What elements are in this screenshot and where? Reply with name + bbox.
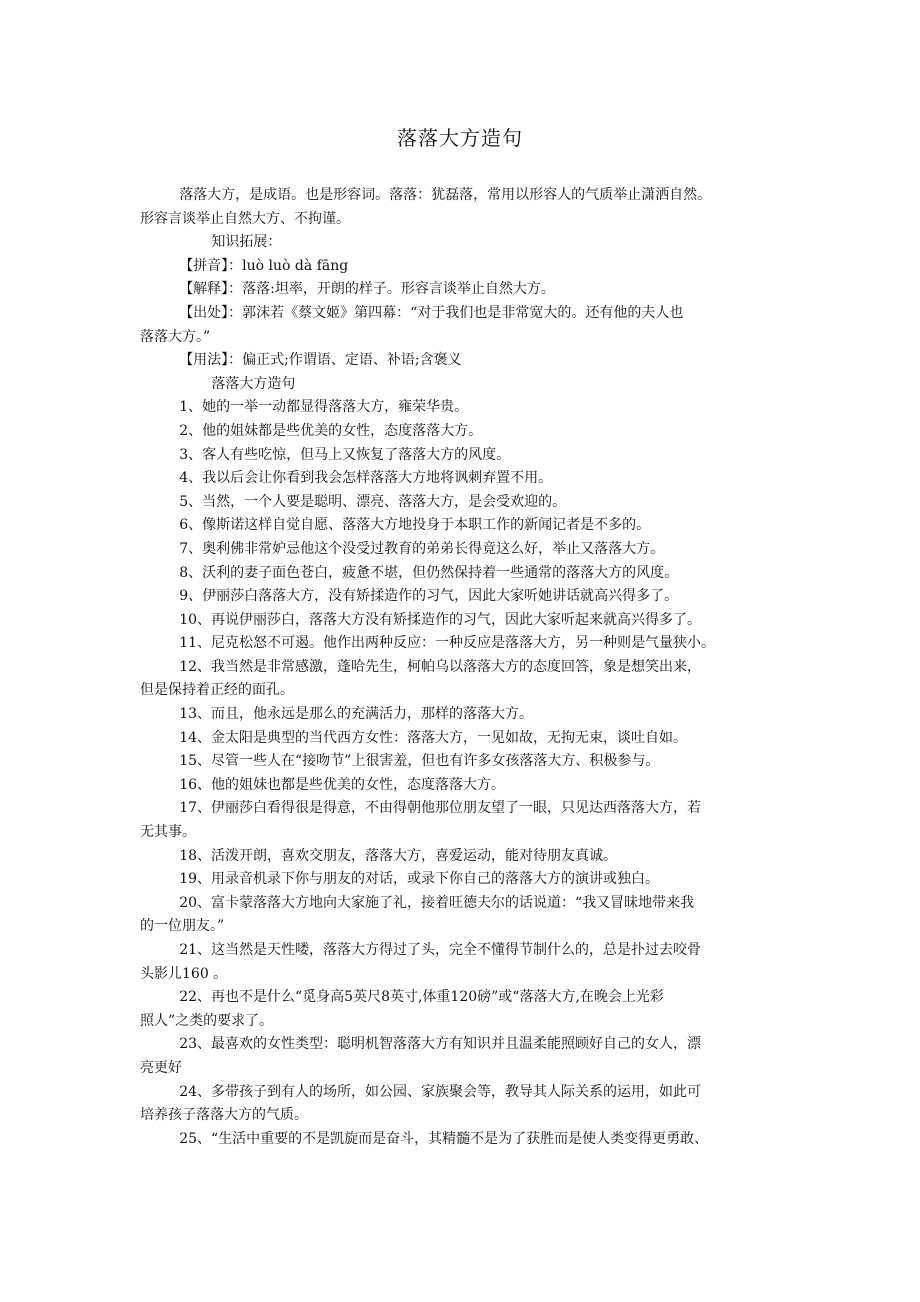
source-line-1: 【出处】：郭沫若《蔡文姬》第四幕：“对于我们也是非常宽大的。还有他的夫人也 xyxy=(179,304,684,321)
knowledge-heading: 知识拓展： xyxy=(211,234,282,251)
usage-line: 【用法】：偏正式;作谓语、定语、补语;含褒义 xyxy=(179,352,462,369)
sentence-24-line-2: 培养孩子落落大方的气质。 xyxy=(140,1107,308,1124)
sentence-19: 19、用录音机录下你与朋友的对话，或录下你自己的落落大方的演讲或独白。 xyxy=(179,871,659,888)
sentence-item: 7、奥利佛非常妒忌他这个没受过教育的弟弟长得竟这么好，举止又落落大方。 xyxy=(179,540,665,557)
sentence-15: 15、尽管一些人在“接吻节”上很害羞，但也有许多女孩落落大方、积极参与。 xyxy=(179,753,660,770)
sentence-item: 9、伊丽莎白落落大方，没有矫揉造作的习气，因此大家听她讲话就高兴得多了。 xyxy=(179,588,679,605)
source-line-2: 落落大方。” xyxy=(140,328,211,345)
sentence-item: 3、客人有些吃惊，但马上又恢复了落落大方的风度。 xyxy=(179,446,511,463)
sentence-item: 11、尼克松怒不可遏。他作出两种反应：一种反应是落落大方，另一种则是气量狭小。 xyxy=(179,635,715,652)
document-body xyxy=(140,184,796,1151)
sentence-21-line-1: 21、这当然是天性喽，落落大方得过了头，完全不懂得节制什么的，总是扑过去咬骨 xyxy=(179,942,701,958)
sentence-14: 14、金太阳是典型的当代西方女性：落落大方，一见如故，无拘无束，谈吐自如。 xyxy=(179,729,687,746)
sentence-17-line-1: 17、伊丽莎白看得很是得意，不由得朝他那位朋友望了一眼，只见达西落落大方，若 xyxy=(179,800,701,817)
sentence-item: 6、像斯诺这样自觉自愿、落落大方地投身于本职工作的新闻记者是不多的。 xyxy=(179,517,651,534)
sentence-23-line-1: 23、最喜欢的女性类型：聪明机智落落大方有知识并且温柔能照顾好自己的女人，漂 xyxy=(179,1036,701,1053)
sentence-24-line-1: 24、多带孩子到有人的场所，如公园、家族聚会等，教导其人际关系的运用，如此可 xyxy=(179,1083,701,1100)
sentence-23-line-2: 亮更好 xyxy=(140,1059,182,1076)
sentence-item: 2、他的姐妹都是些优美的女性，态度落落大方。 xyxy=(179,422,483,439)
sentence-25-line-1: 25、“生活中重要的不是凯旋而是奋斗，其精髓不是为了获胜而是使人类变得更勇敢、 xyxy=(179,1130,709,1147)
sentence-20-line-2: 的一位朋友。” xyxy=(140,918,225,935)
sentence-item: 5、当然，一个人要是聪明、漂亮、落落大方，是会受欢迎的。 xyxy=(179,493,567,510)
sentence-12-line-1: 12、我当然是非常感激，蓬哈先生，柯帕乌以落落大方的态度回答，象是想笑出来， xyxy=(179,658,701,675)
sentence-18: 18、活泼开朗，喜欢交朋友，落落大方，喜爱运动，能对待朋友真诚。 xyxy=(179,847,618,864)
sentence-16: 16、他的姐妹也都是些优美的女性，态度落落大方。 xyxy=(179,776,506,793)
intro-paragraph-line-2: 形容言谈举止自然大方、不拘谨。 xyxy=(140,210,350,227)
intro-paragraph-line-1: 落落大方，是成语。也是形容词。落落：犹磊落，常用以形容人的气质举止潇洒自然。 xyxy=(179,187,712,203)
sentence-22-line-1: 22、再也不是什么“觅身高5英尺8英寸,体重120磅”或“落落大方,在晚会上光彩 xyxy=(179,989,664,1006)
sentence-21-line-2: 头影儿160 。 xyxy=(140,965,228,982)
sentences-heading: 落落大方造句 xyxy=(211,375,296,392)
sentence-22-line-2: 照人”之类的要求了。 xyxy=(140,1012,274,1029)
sentence-item: 4、我以后会让你看到我会怎样落落大方地将讽刺弃置不用。 xyxy=(179,470,553,487)
sentence-item: 10、再说伊丽莎白，落落大方没有矫揉造作的习气，因此大家听起来就高兴得多了。 xyxy=(179,611,701,628)
pinyin-line: 【拼音】：luò luò dà fāng xyxy=(179,257,349,274)
meaning-line: 【解释】：落落:坦率，开朗的样子。形容言谈举止自然大方。 xyxy=(179,281,555,298)
sentence-item: 1、她的一举一动都显得落落大方，雍荣华贵。 xyxy=(179,399,469,416)
sentence-item: 8、沃利的妻子面色苍白，疲惫不堪，但仍然保持着一些通常的落落大方的风度。 xyxy=(179,564,679,581)
page-title: 落落大方造句 xyxy=(397,126,523,150)
sentence-17-line-2: 无其事。 xyxy=(140,824,196,841)
sentence-12-line-2: 但是保持着正经的面孔。 xyxy=(140,682,294,699)
sentence-20-line-1: 20、富卡蒙落落大方地向大家施了礼，接着旺德夫尔的话说道：“我又冒昧地带来我 xyxy=(179,894,695,911)
sentence-13: 13、而且，他永远是那么的充满活力，那样的落落大方。 xyxy=(179,706,534,723)
